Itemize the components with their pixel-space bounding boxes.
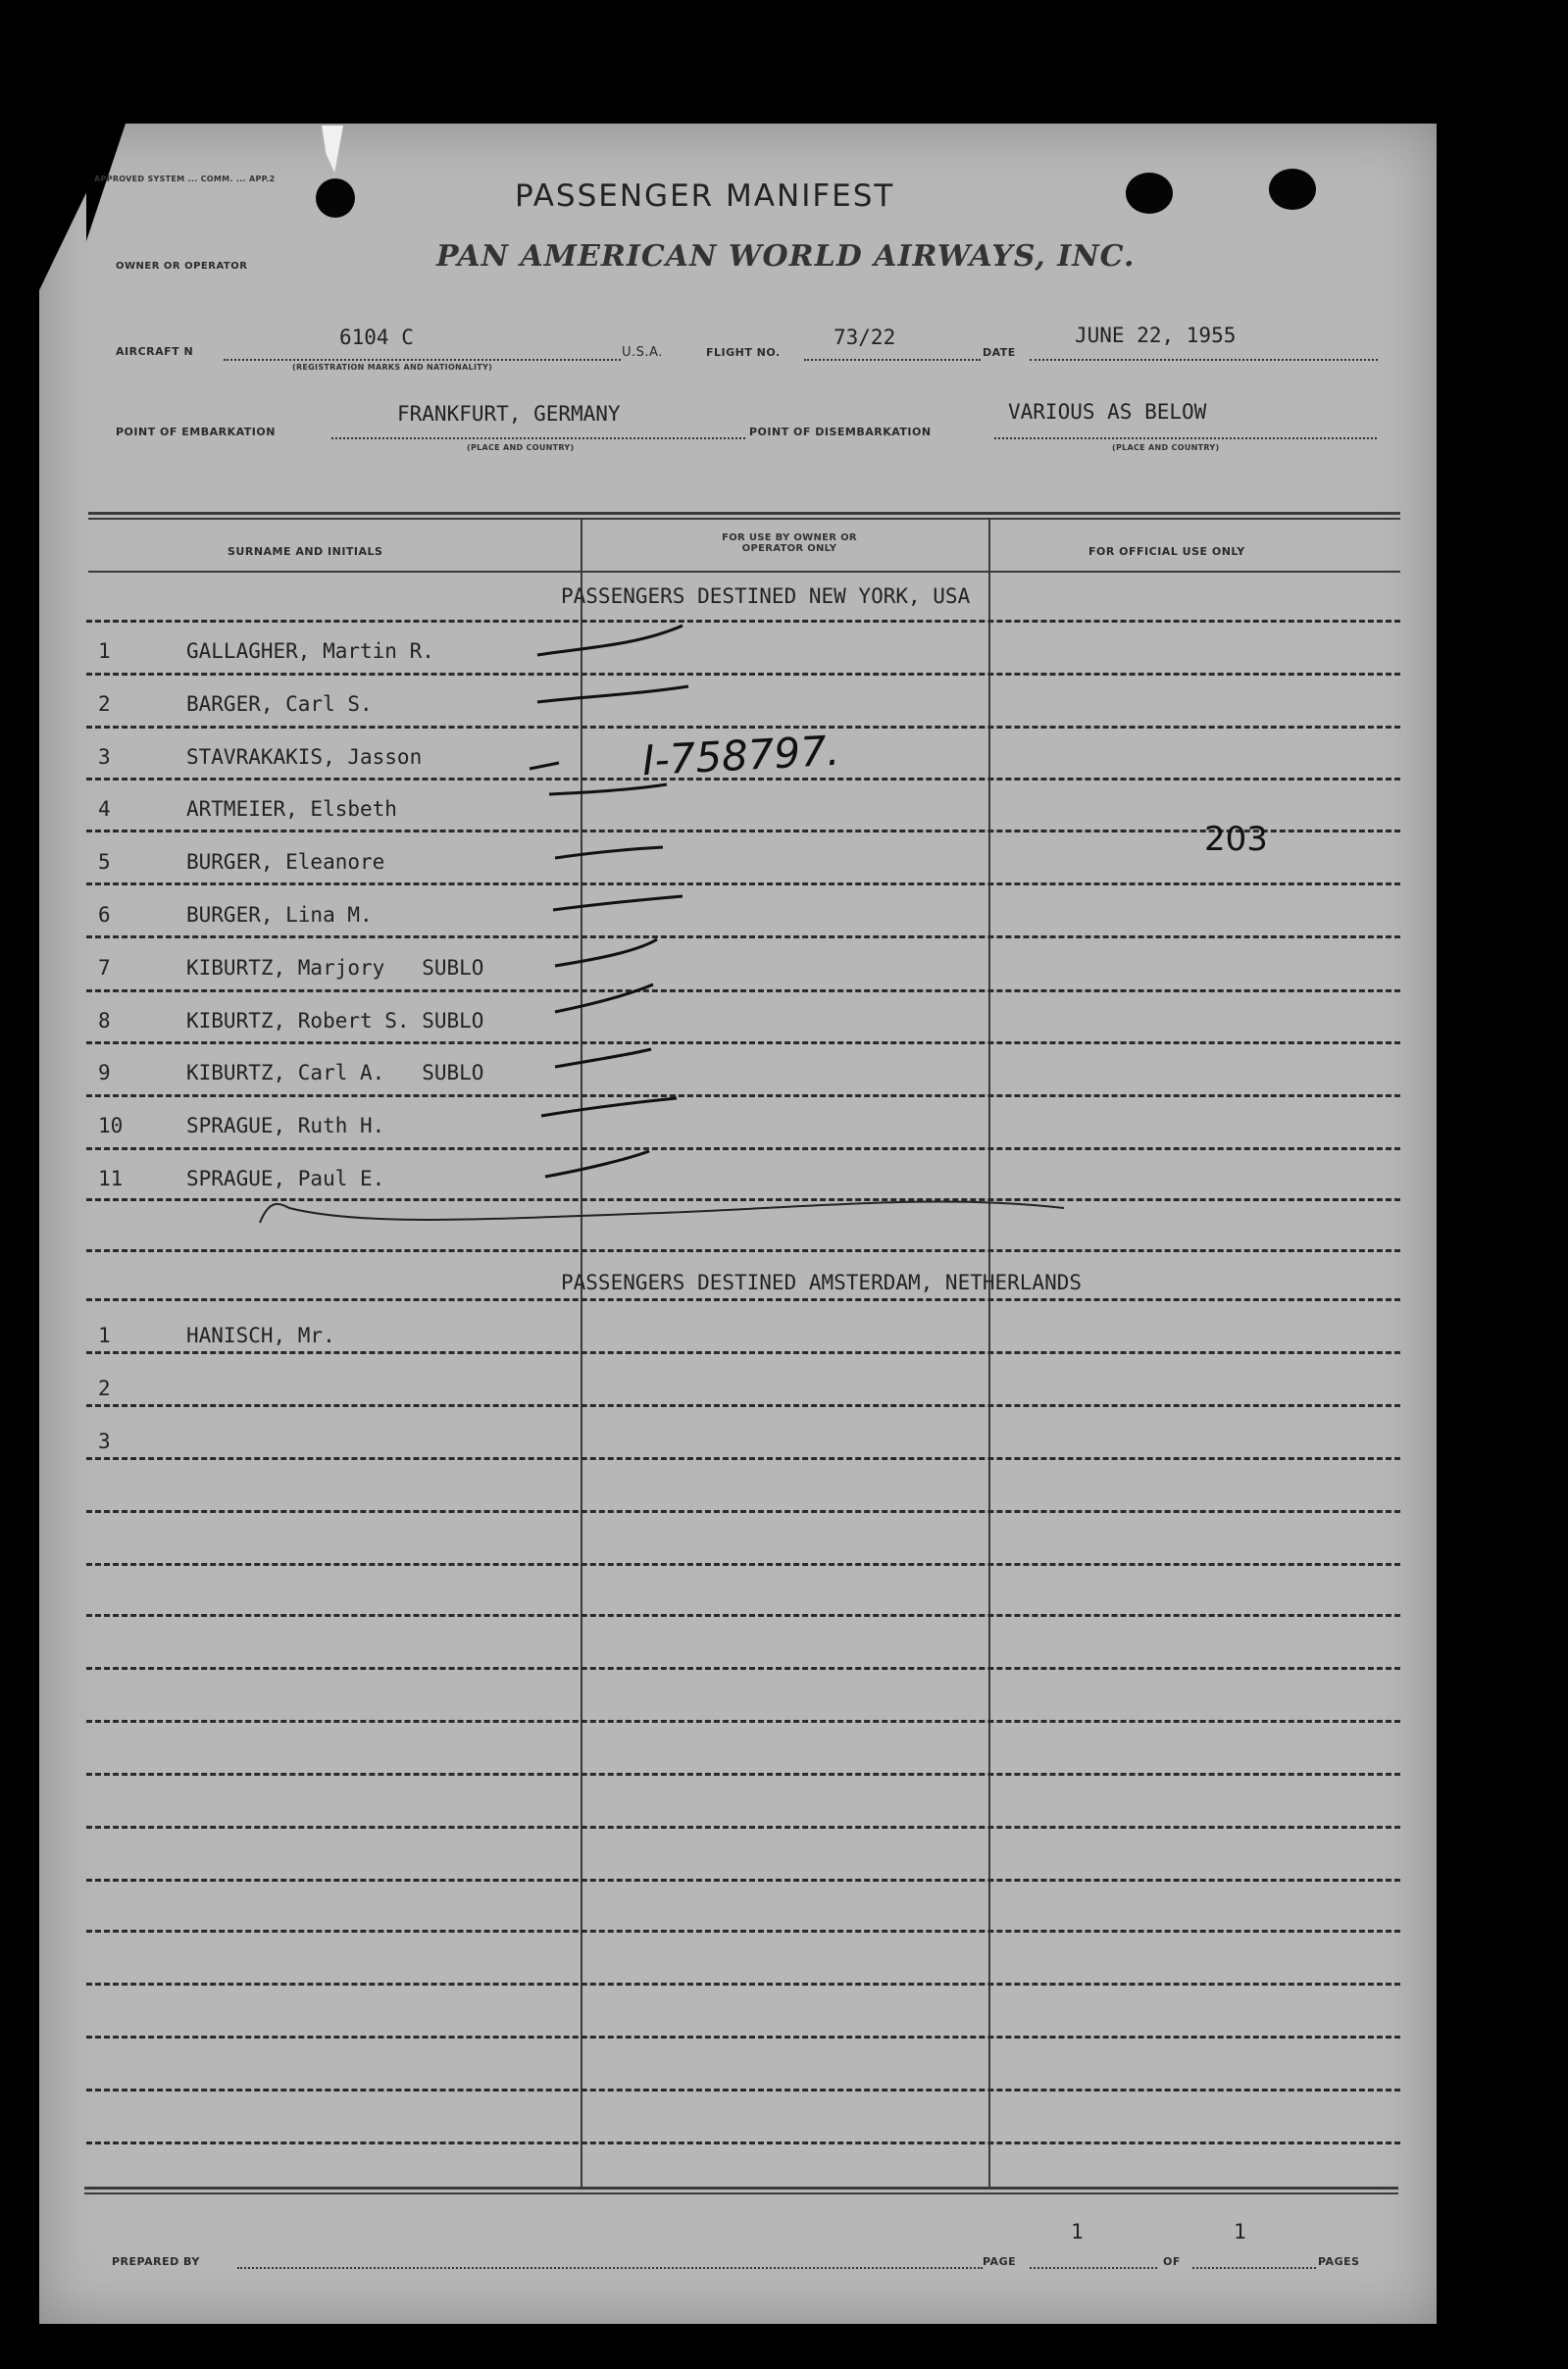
place-caption-2: (PLACE AND COUNTRY): [1112, 443, 1220, 452]
page-label: PAGE: [983, 2255, 1017, 2268]
row-number: 5: [98, 850, 111, 875]
passenger-name: STAVRAKAKIS, Jasson: [186, 744, 423, 769]
aircraft-label: AIRCRAFT N: [116, 345, 194, 358]
section-heading: PASSENGERS DESTINED AMSTERDAM, NETHERLANDS: [561, 1271, 1083, 1294]
table-top-rule: [88, 512, 1400, 515]
of-line: [1192, 2267, 1316, 2269]
row-rule: [86, 1510, 1400, 1513]
row-rule: [86, 882, 1400, 885]
embarkation-label: POINT OF EMBARKATION: [116, 426, 276, 438]
row-rule: [86, 1094, 1400, 1097]
row-rule: [86, 1457, 1400, 1460]
row-rule: [86, 620, 1400, 623]
row-number: 10: [98, 1114, 124, 1138]
row-rule: [86, 1249, 1400, 1252]
passenger-name: SPRAGUE, Ruth H.: [186, 1114, 385, 1138]
airline-name: PAN AMERICAN WORLD AIRWAYS, INC.: [436, 239, 1136, 274]
pages-label: PAGES: [1318, 2255, 1360, 2268]
official-number: 203: [1204, 820, 1268, 859]
passenger-name: GALLAGHER, Martin R.: [186, 639, 434, 663]
row-rule: [86, 1147, 1400, 1150]
row-number: 9: [98, 1061, 111, 1085]
date-label: DATE: [983, 346, 1016, 359]
disembarkation-line: [994, 437, 1377, 439]
row-number: 8: [98, 1008, 111, 1033]
table-top-rule-2: [88, 518, 1400, 520]
flight-line: [804, 359, 981, 361]
page-line: [1030, 2267, 1157, 2269]
passenger-name: KIBURTZ, Carl A. SUBLO: [186, 1061, 484, 1085]
row-rule: [86, 830, 1400, 832]
table-bottom-rule-2: [84, 2193, 1398, 2194]
embarkation-value: FRANKFURT, GERMANY: [397, 402, 621, 426]
row-number: 3: [98, 744, 111, 769]
punch-hole: [1126, 173, 1173, 214]
page-title: PASSENGER MANIFEST: [515, 178, 895, 214]
passenger-name: BURGER, Eleanore: [186, 850, 385, 875]
prepared-label: PREPARED BY: [112, 2255, 200, 2268]
page-value: 1: [1071, 2220, 1084, 2243]
row-rule: [86, 1614, 1400, 1617]
check-marks: [510, 608, 706, 1196]
section-heading: PASSENGERS DESTINED NEW YORK, USA: [561, 584, 971, 608]
row-number: 6: [98, 903, 111, 927]
row-number: 2: [98, 691, 111, 716]
date-line: [1030, 359, 1378, 361]
row-rule: [86, 726, 1400, 729]
row-number: 11: [98, 1167, 124, 1190]
col-owner-use: FOR USE BY OWNER OR OPERATOR ONLY: [722, 532, 857, 554]
embarkation-line: [331, 437, 745, 439]
prepared-line: [237, 2267, 983, 2269]
col-surname: SURNAME AND INITIALS: [228, 545, 383, 558]
row-number: 1: [98, 639, 111, 663]
row-rule: [86, 1563, 1400, 1566]
punch-hole: [1269, 169, 1316, 210]
row-rule: [86, 1773, 1400, 1776]
of-label: OF: [1163, 2255, 1181, 2268]
usa-label: U.S.A.: [622, 345, 663, 360]
table-bottom-rule: [84, 2187, 1398, 2190]
col-official-use: FOR OFFICIAL USE ONLY: [1088, 545, 1245, 558]
disembarkation-label: POINT OF DISEMBARKATION: [749, 426, 932, 438]
disembarkation-value: VARIOUS AS BELOW: [1008, 400, 1207, 424]
passenger-name: BURGER, Lina M.: [186, 903, 373, 927]
row-number: 1: [98, 1324, 111, 1347]
date-value: JUNE 22, 1955: [1075, 324, 1237, 347]
row-rule: [86, 1667, 1400, 1670]
row-rule: [86, 2089, 1400, 2092]
passenger-name: HANISCH, Mr.: [186, 1324, 335, 1347]
passenger-name: SPRAGUE, Paul E.: [186, 1167, 385, 1190]
flight-label: FLIGHT NO.: [706, 346, 781, 359]
row-rule: [86, 1720, 1400, 1723]
passenger-name: KIBURTZ, Robert S. SUBLO: [186, 1008, 484, 1033]
row-rule: [86, 1930, 1400, 1933]
owner-label: OWNER OR OPERATOR: [116, 261, 248, 272]
passenger-name: ARTMEIER, Elsbeth: [186, 797, 397, 822]
row-rule: [86, 2142, 1400, 2144]
row-rule: [86, 1404, 1400, 1407]
row-number: 4: [98, 797, 111, 822]
row-number: 3: [98, 1430, 111, 1453]
row-rule: [86, 1983, 1400, 1986]
pages-value: 1: [1234, 2220, 1246, 2243]
row-rule: [86, 1826, 1400, 1829]
approval-stamp: APPROVED SYSTEM ... COMM. ... APP.2: [94, 175, 276, 183]
flight-value: 73/22: [834, 326, 896, 349]
passenger-name: BARGER, Carl S.: [186, 691, 373, 716]
row-rule: [86, 673, 1400, 676]
aircraft-line: [224, 359, 621, 361]
row-rule: [86, 1351, 1400, 1354]
punch-hole: [316, 178, 355, 218]
place-caption: (PLACE AND COUNTRY): [467, 443, 575, 452]
registration-caption: (REGISTRATION MARKS AND NATIONALITY): [292, 363, 493, 372]
aircraft-value: 6104 C: [339, 326, 414, 349]
row-number: 7: [98, 955, 111, 980]
row-rule: [86, 935, 1400, 938]
handwritten-id: I-758797.: [640, 726, 841, 785]
header-bottom-rule: [88, 571, 1400, 573]
row-rule: [86, 1298, 1400, 1301]
passenger-name: KIBURTZ, Marjory SUBLO: [186, 955, 484, 980]
row-rule: [86, 2036, 1400, 2039]
row-rule: [86, 989, 1400, 992]
row-number: 2: [98, 1377, 111, 1400]
row-rule: [86, 1879, 1400, 1882]
row-rule: [86, 1041, 1400, 1044]
